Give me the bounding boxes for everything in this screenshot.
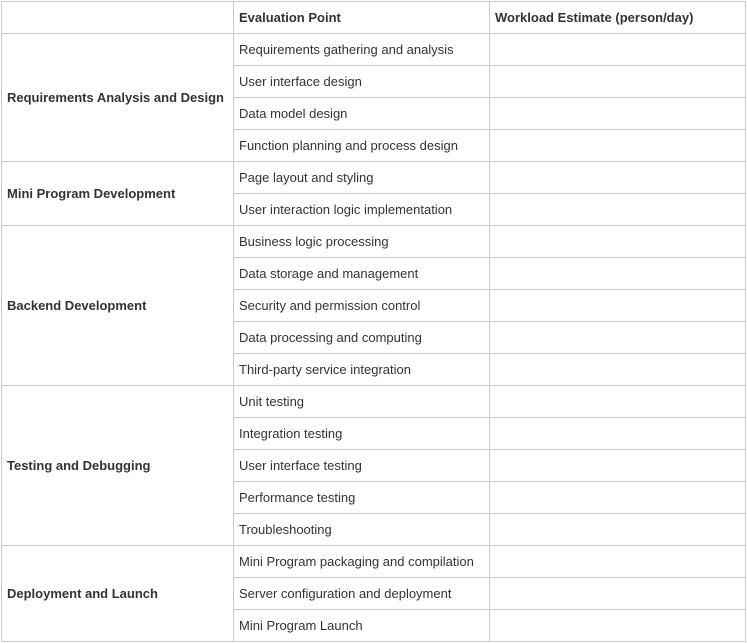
workload-estimate-cell[interactable] (490, 546, 746, 578)
table-row (2, 162, 746, 194)
workload-estimate-cell[interactable] (490, 258, 746, 290)
evaluation-point-cell: Mini Program Launch (234, 610, 490, 642)
workload-table (1, 1, 746, 642)
workload-estimate-cell[interactable] (490, 98, 746, 130)
evaluation-point-cell: Performance testing (234, 482, 490, 514)
category-cell: Backend Development (2, 226, 234, 386)
evaluation-point-cell: User interface testing (234, 450, 490, 482)
workload-estimate-cell[interactable] (490, 194, 746, 226)
workload-estimate-cell[interactable] (490, 482, 746, 514)
header-category (2, 2, 234, 34)
evaluation-point-cell: Server configuration and deployment (234, 578, 490, 610)
evaluation-point-cell: Page layout and styling (234, 162, 490, 194)
evaluation-point-cell: Data storage and management (234, 258, 490, 290)
workload-estimate-cell[interactable] (490, 66, 746, 98)
workload-estimate-cell[interactable] (490, 386, 746, 418)
evaluation-point-cell: Third-party service integration (234, 354, 490, 386)
evaluation-point-cell: Integration testing (234, 418, 490, 450)
evaluation-point-cell: Unit testing (234, 386, 490, 418)
category-cell: Testing and Debugging (2, 386, 234, 546)
table-row (2, 386, 746, 418)
evaluation-point-cell: Function planning and process design (234, 130, 490, 162)
table-row (2, 34, 746, 66)
evaluation-point-cell: Mini Program packaging and compilation (234, 546, 490, 578)
evaluation-point-cell: Data model design (234, 98, 490, 130)
table-row (2, 226, 746, 258)
workload-estimate-cell[interactable] (490, 450, 746, 482)
evaluation-point-cell: User interface design (234, 66, 490, 98)
workload-estimate-cell[interactable] (490, 34, 746, 66)
workload-estimate-cell[interactable] (490, 322, 746, 354)
workload-estimate-cell[interactable] (490, 290, 746, 322)
workload-estimate-cell[interactable] (490, 226, 746, 258)
evaluation-point-cell: Requirements gathering and analysis (234, 34, 490, 66)
workload-estimate-cell[interactable] (490, 514, 746, 546)
table-row (2, 546, 746, 578)
evaluation-point-cell: Business logic processing (234, 226, 490, 258)
evaluation-point-cell: Data processing and computing (234, 322, 490, 354)
category-cell: Mini Program Development (2, 162, 234, 226)
workload-estimate-cell[interactable] (490, 578, 746, 610)
workload-estimate-cell[interactable] (490, 130, 746, 162)
workload-estimate-cell[interactable] (490, 162, 746, 194)
category-cell: Deployment and Launch (2, 546, 234, 642)
category-cell: Requirements Analysis and Design (2, 34, 234, 162)
workload-estimate-cell[interactable] (490, 418, 746, 450)
evaluation-point-cell: Security and permission control (234, 290, 490, 322)
evaluation-point-cell: User interaction logic implementation (234, 194, 490, 226)
evaluation-point-cell: Troubleshooting (234, 514, 490, 546)
header-row (2, 2, 746, 34)
header-workload-estimate: Workload Estimate (person/day) (490, 2, 746, 34)
header-evaluation-point: Evaluation Point (234, 2, 490, 34)
workload-estimate-cell[interactable] (490, 354, 746, 386)
workload-estimate-cell[interactable] (490, 610, 746, 642)
